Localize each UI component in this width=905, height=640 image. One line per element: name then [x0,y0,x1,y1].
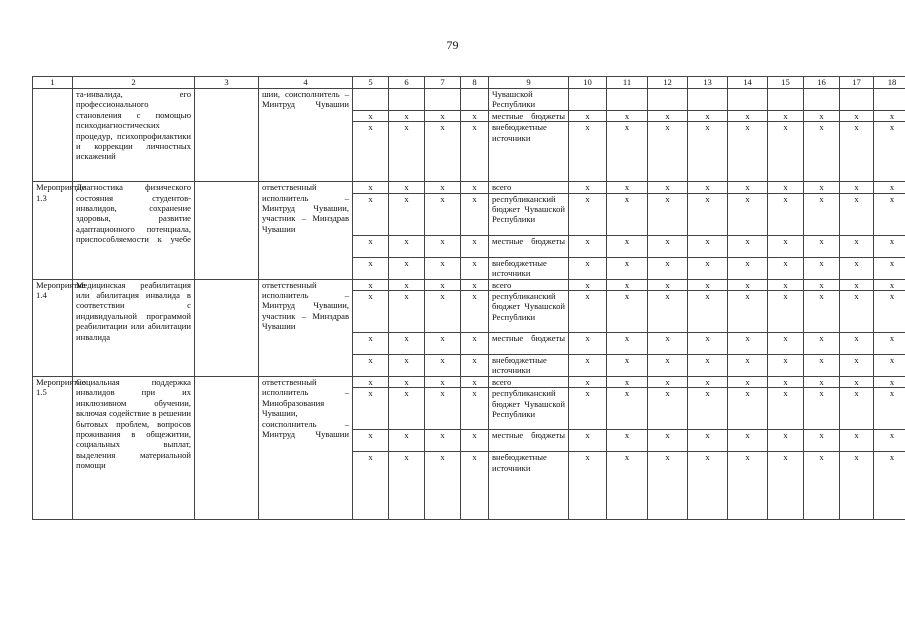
measure-description: Диагностика физического состояния студентов-инвалидов, сохранение здоровья, развитие адаптационного потенциала, приспособляемости к учебе [73,182,195,279]
x-mark: x [569,110,607,121]
x-mark: x [688,110,728,121]
x-mark: x [353,452,389,520]
x-mark: x [425,235,461,257]
x-mark: x [648,388,688,430]
funding-source: местные бюджеты [489,333,569,355]
x-mark: x [728,257,768,279]
column-header: 3 [195,77,259,89]
x-mark: x [768,235,804,257]
x-mark: x [840,110,874,121]
column-header: 5 [353,77,389,89]
x-mark: x [874,377,905,388]
x-mark: x [874,430,905,452]
x-mark: x [804,193,840,235]
x-mark: x [840,452,874,520]
x-mark: x [607,182,648,193]
x-mark: x [688,333,728,355]
empty-cell [569,89,607,111]
x-mark: x [728,452,768,520]
measure-description: та-инвалида, его профессионального становления с помощью психодиагностических процедур, психопрофилактики и коррекции личностных искажений [73,89,195,182]
x-mark: x [768,452,804,520]
responsible-text: ответственный исполнитель – Минтруд Чувашии, участник – Минздрав Чувашии [259,182,353,279]
x-mark: x [425,452,461,520]
x-mark: x [768,257,804,279]
header-row [33,77,905,89]
x-mark: x [425,257,461,279]
x-mark: x [461,193,489,235]
empty-cell [461,89,489,111]
x-mark: x [768,279,804,290]
x-mark: x [840,235,874,257]
responsible-text: шии, соисполнитель – Минтруд Чувашии [259,89,353,182]
empty-cell [804,89,840,111]
x-mark: x [389,377,425,388]
x-mark: x [648,291,688,333]
x-mark: x [648,235,688,257]
responsible-text: ответственный исполнитель – Минобразования Чувашии, соисполнитель – Минтруд Чувашии [259,377,353,520]
x-mark: x [425,377,461,388]
x-mark: x [648,193,688,235]
x-mark: x [768,291,804,333]
x-mark: x [569,122,607,182]
x-mark: x [728,388,768,430]
funding-source: всего [489,377,569,388]
funding-source: внебюджетные источники [489,452,569,520]
x-mark: x [607,193,648,235]
x-mark: x [389,430,425,452]
x-mark: x [569,279,607,290]
x-mark: x [688,452,728,520]
x-mark: x [874,388,905,430]
x-mark: x [804,388,840,430]
x-mark: x [648,110,688,121]
x-mark: x [768,355,804,377]
x-mark: x [688,291,728,333]
x-mark: x [353,430,389,452]
x-mark: x [569,291,607,333]
empty-cell [353,89,389,111]
x-mark: x [648,279,688,290]
x-mark: x [688,257,728,279]
x-mark: x [804,452,840,520]
x-mark: x [804,279,840,290]
x-mark: x [804,377,840,388]
x-mark: x [648,257,688,279]
x-mark: x [648,430,688,452]
table-body [33,77,905,520]
column-header: 12 [648,77,688,89]
column-header: 16 [804,77,840,89]
x-mark: x [728,279,768,290]
x-mark: x [874,291,905,333]
x-mark: x [607,235,648,257]
x-mark: x [804,355,840,377]
x-mark: x [569,182,607,193]
x-mark: x [688,122,728,182]
x-mark: x [461,291,489,333]
x-mark: x [648,333,688,355]
program-table [32,76,905,520]
column-header: 13 [688,77,728,89]
funding-source: всего [489,182,569,193]
x-mark: x [353,122,389,182]
column-header: 14 [728,77,768,89]
x-mark: x [569,235,607,257]
x-mark: x [389,355,425,377]
x-mark: x [804,235,840,257]
x-mark: x [353,110,389,121]
x-mark: x [804,182,840,193]
x-mark: x [425,291,461,333]
x-mark: x [425,333,461,355]
x-mark: x [569,430,607,452]
x-mark: x [461,377,489,388]
table-row [33,279,905,290]
column-header: 15 [768,77,804,89]
x-mark: x [389,291,425,333]
x-mark: x [353,377,389,388]
x-mark: x [461,257,489,279]
measure-description: Социальная поддержка инвалидов при их инклюзивном обучении, включая содействие в решении бытовых проблем, вопросов проживания в общежитии, социальных выплат, выделения материальной помощи [73,377,195,520]
funding-source: местные бюджеты [489,235,569,257]
x-mark: x [728,110,768,121]
x-mark: x [389,193,425,235]
x-mark: x [768,110,804,121]
x-mark: x [648,355,688,377]
x-mark: x [353,235,389,257]
empty-cell [688,89,728,111]
page-number: 79 [446,38,459,52]
x-mark: x [389,122,425,182]
measure-label: Мероприятие 1.4 [33,279,73,376]
empty-cell [195,377,259,520]
x-mark: x [840,333,874,355]
x-mark: x [607,355,648,377]
x-mark: x [569,193,607,235]
x-mark: x [389,235,425,257]
funding-source: местные бюджеты [489,430,569,452]
column-header: 8 [461,77,489,89]
column-header: 1 [33,77,73,89]
empty-cell [195,279,259,376]
x-mark: x [804,430,840,452]
x-mark: x [389,452,425,520]
x-mark: x [461,430,489,452]
x-mark: x [569,257,607,279]
x-mark: x [728,193,768,235]
x-mark: x [804,122,840,182]
x-mark: x [569,377,607,388]
x-mark: x [840,377,874,388]
column-header: 11 [607,77,648,89]
x-mark: x [461,333,489,355]
empty-cell [195,89,259,182]
x-mark: x [840,257,874,279]
column-header: 18 [874,77,905,89]
x-mark: x [648,377,688,388]
empty-cell [195,182,259,279]
x-mark: x [461,355,489,377]
x-mark: x [728,122,768,182]
x-mark: x [425,122,461,182]
column-header: 9 [489,77,569,89]
funding-source: республиканский бюджет Чувашской Республики [489,193,569,235]
x-mark: x [389,110,425,121]
x-mark: x [425,355,461,377]
empty-cell [425,89,461,111]
x-mark: x [569,355,607,377]
x-mark: x [804,257,840,279]
funding-source: Чувашской Республики [489,89,569,111]
x-mark: x [425,193,461,235]
measure-description: Медицинская реабилитация или абилитация инвалида в соответствии с индивидуальной программой реабилитации или абилитации инвалида [73,279,195,376]
x-mark: x [688,388,728,430]
x-mark: x [728,182,768,193]
x-mark: x [353,193,389,235]
funding-source: внебюджетные источники [489,355,569,377]
x-mark: x [840,430,874,452]
x-mark: x [425,279,461,290]
x-mark: x [874,235,905,257]
x-mark: x [768,122,804,182]
column-header: 17 [840,77,874,89]
x-mark: x [353,333,389,355]
x-mark: x [389,257,425,279]
x-mark: x [461,110,489,121]
x-mark: x [389,279,425,290]
empty-cell [607,89,648,111]
x-mark: x [874,257,905,279]
empty-cell [874,89,905,111]
x-mark: x [768,182,804,193]
x-mark: x [874,193,905,235]
x-mark: x [569,388,607,430]
x-mark: x [461,122,489,182]
funding-source: всего [489,279,569,290]
x-mark: x [461,235,489,257]
empty-cell [768,89,804,111]
x-mark: x [840,193,874,235]
x-mark: x [688,430,728,452]
x-mark: x [648,452,688,520]
x-mark: x [768,333,804,355]
x-mark: x [607,110,648,121]
x-mark: x [728,291,768,333]
table-row [33,377,905,388]
x-mark: x [874,182,905,193]
x-mark: x [389,333,425,355]
x-mark: x [425,388,461,430]
x-mark: x [688,235,728,257]
table-row [33,89,905,111]
x-mark: x [607,279,648,290]
x-mark: x [607,122,648,182]
table-row [33,182,905,193]
x-mark: x [688,355,728,377]
x-mark: x [607,333,648,355]
x-mark: x [389,388,425,430]
x-mark: x [768,193,804,235]
x-mark: x [353,257,389,279]
x-mark: x [353,388,389,430]
x-mark: x [768,388,804,430]
x-mark: x [425,430,461,452]
x-mark: x [728,333,768,355]
x-mark: x [728,377,768,388]
funding-source: внебюджетные источники [489,257,569,279]
x-mark: x [768,377,804,388]
x-mark: x [353,279,389,290]
x-mark: x [607,291,648,333]
measure-label-cell [33,89,73,182]
x-mark: x [840,291,874,333]
x-mark: x [461,182,489,193]
x-mark: x [840,122,874,182]
column-header: 2 [73,77,195,89]
funding-source: республиканский бюджет Чувашской Республики [489,291,569,333]
x-mark: x [389,182,425,193]
x-mark: x [874,355,905,377]
x-mark: x [728,355,768,377]
x-mark: x [728,430,768,452]
x-mark: x [353,355,389,377]
x-mark: x [607,430,648,452]
x-mark: x [874,333,905,355]
funding-source: республиканский бюджет Чувашской Республики [489,388,569,430]
column-header: 10 [569,77,607,89]
x-mark: x [840,355,874,377]
responsible-text: ответственный исполнитель – Минтруд Чувашии, участник – Минздрав Чувашии [259,279,353,376]
empty-cell [728,89,768,111]
x-mark: x [461,279,489,290]
x-mark: x [840,182,874,193]
column-header: 7 [425,77,461,89]
column-header: 4 [259,77,353,89]
x-mark: x [607,452,648,520]
x-mark: x [874,279,905,290]
x-mark: x [688,193,728,235]
measure-label: Мероприятие 1.3 [33,182,73,279]
x-mark: x [840,279,874,290]
x-mark: x [607,377,648,388]
x-mark: x [804,291,840,333]
x-mark: x [874,122,905,182]
x-mark: x [768,430,804,452]
funding-source: местные бюджеты [489,110,569,121]
x-mark: x [425,182,461,193]
x-mark: x [461,452,489,520]
funding-source: внебюджетные источники [489,122,569,182]
x-mark: x [461,388,489,430]
x-mark: x [353,291,389,333]
x-mark: x [607,388,648,430]
x-mark: x [840,388,874,430]
x-mark: x [648,182,688,193]
x-mark: x [569,333,607,355]
measure-label: Мероприятие 1.5 [33,377,73,520]
x-mark: x [804,333,840,355]
x-mark: x [874,110,905,121]
empty-cell [389,89,425,111]
x-mark: x [728,235,768,257]
column-header: 6 [389,77,425,89]
x-mark: x [353,182,389,193]
empty-cell [840,89,874,111]
x-mark: x [648,122,688,182]
x-mark: x [569,452,607,520]
x-mark: x [688,279,728,290]
x-mark: x [607,257,648,279]
x-mark: x [425,110,461,121]
x-mark: x [804,110,840,121]
x-mark: x [874,452,905,520]
empty-cell [648,89,688,111]
x-mark: x [688,182,728,193]
x-mark: x [688,377,728,388]
